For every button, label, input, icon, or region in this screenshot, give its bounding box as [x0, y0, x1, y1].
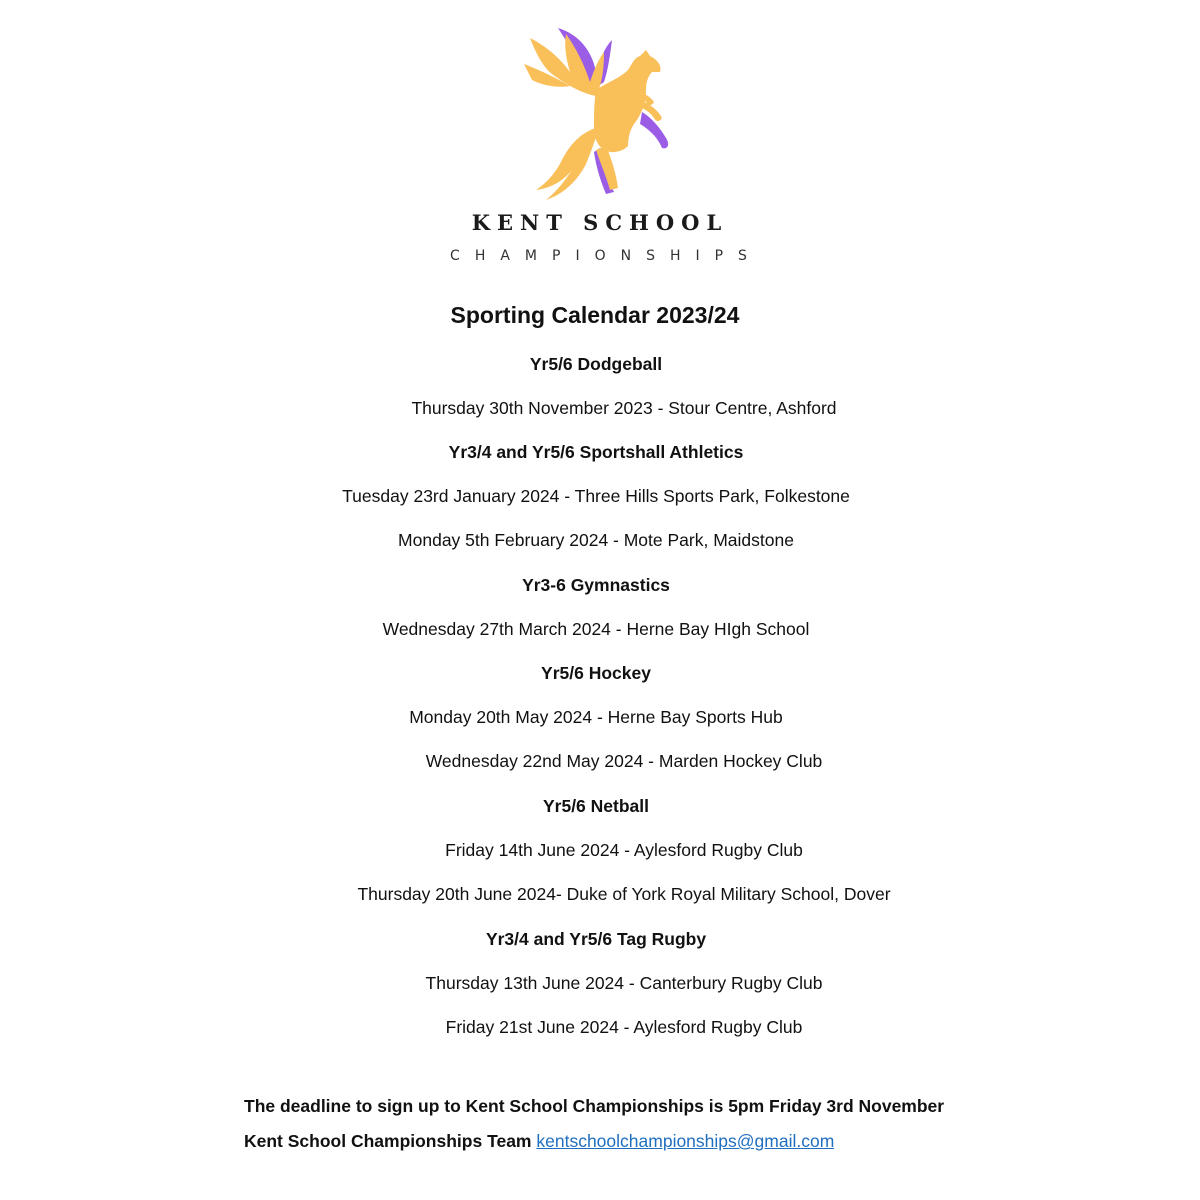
team-label: Kent School Championships Team: [244, 1131, 532, 1151]
event-date: Tuesday 23rd January 2024 - Three Hills Sports Park, Folkestone: [342, 486, 850, 506]
event-date: Monday 5th February 2024 - Mote Park, Maidstone: [398, 530, 794, 550]
event-heading-netball: Yr5/6 Netball: [542, 796, 650, 816]
event-date: Wednesday 27th March 2024 - Herne Bay HIgh School: [382, 619, 810, 639]
signup-deadline: The deadline to sign up to Kent School Championships is 5pm Friday 3rd November: [244, 1096, 945, 1116]
event-heading-tag-rugby: Yr3/4 and Yr5/6 Tag Rugby: [485, 929, 707, 949]
event-date: Friday 14th June 2024 - Aylesford Rugby Club: [445, 840, 803, 860]
brand-name: KENT SCHOOL: [471, 210, 729, 235]
event-date: Wednesday 22nd May 2024 - Marden Hockey Club: [425, 751, 823, 771]
event-date: Monday 20th May 2024 - Herne Bay Sports Hub: [409, 707, 783, 727]
event-heading-sportshall: Yr3/4 and Yr5/6 Sportshall Athletics: [448, 442, 744, 462]
event-date: Thursday 30th November 2023 - Stour Centre, Ashford: [411, 398, 837, 418]
contact-line: [244, 1131, 834, 1152]
page-title: Sporting Calendar 2023/24: [450, 302, 740, 328]
event-heading-gymnastics: Yr3-6 Gymnastics: [522, 575, 670, 595]
pegasus-icon: [500, 20, 700, 205]
event-heading-hockey: Yr5/6 Hockey: [541, 663, 651, 683]
event-heading-dodgeball: Yr5/6 Dodgeball: [529, 354, 663, 374]
email-link[interactable]: kentschoolchampionships@gmail.com: [536, 1131, 835, 1151]
event-date: Thursday 20th June 2024- Duke of York Royal Military School, Dover: [357, 884, 891, 904]
event-date: Thursday 13th June 2024 - Canterbury Rugby Club: [425, 973, 823, 993]
event-date: Friday 21st June 2024 - Aylesford Rugby Club: [445, 1017, 803, 1037]
brand-subtitle: CHAMPIONSHIPS: [450, 248, 762, 264]
